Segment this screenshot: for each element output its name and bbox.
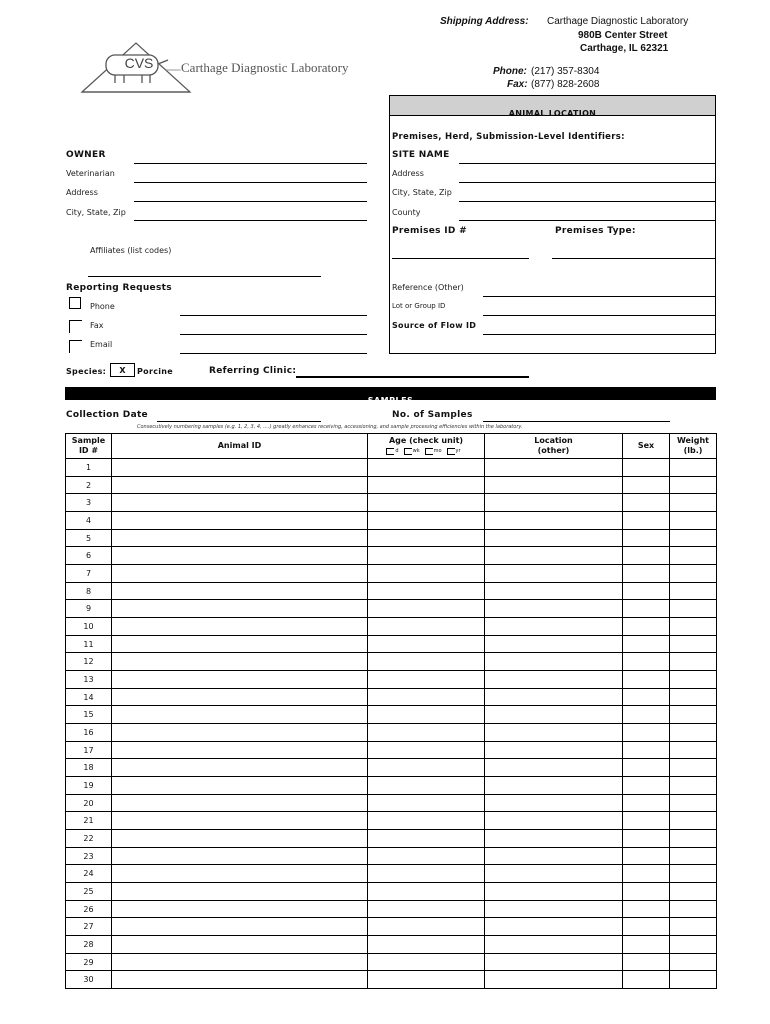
location-cell[interactable] [485,812,623,830]
sample-id-cell: 19 [66,777,112,795]
species-label: Species: [66,367,107,376]
location-cell[interactable] [485,830,623,848]
fax-input-2[interactable] [180,334,367,335]
sample-id-cell: 23 [66,847,112,865]
veterinarian-input[interactable] [134,182,367,183]
table-row [66,582,717,600]
table-row [66,847,717,865]
premises-type-input[interactable] [552,258,715,259]
sex-cell[interactable] [623,512,670,530]
sample-id-cell: 6 [66,547,112,565]
age-cell[interactable] [368,777,485,795]
collection-date-input[interactable] [157,421,321,422]
table-row [66,724,717,742]
age-cell[interactable] [368,547,485,565]
source-flow-label: Source of Flow ID [392,321,477,330]
age-cell[interactable] [368,618,485,636]
weight-cell[interactable] [670,794,717,812]
clinic-input[interactable] [296,376,529,378]
fax-checkbox[interactable] [69,320,82,333]
sample-id-cell: 4 [66,512,112,530]
no-samples-label: No. of Samples [392,410,473,420]
animal-id-cell[interactable] [112,759,368,777]
owner-city-input[interactable] [134,220,367,221]
fax-option-label: Fax [90,321,104,330]
sample-id-cell: 30 [66,971,112,989]
identifiers-label: Premises, Herd, Submission-Level Identifiers: [392,132,625,142]
location-cell[interactable] [485,476,623,494]
age-cell[interactable] [368,865,485,883]
sex-cell[interactable] [623,794,670,812]
col-age: Age (check unit) d wk mo yr [368,434,485,459]
location-cell[interactable] [485,706,623,724]
location-cell[interactable] [485,653,623,671]
sample-id-cell: 8 [66,582,112,600]
address-line-2: 980B Center Street [578,30,668,41]
sex-cell[interactable] [623,759,670,777]
table-row [66,635,717,653]
age-cell[interactable] [368,724,485,742]
weight-cell[interactable] [670,600,717,618]
owner-input[interactable] [134,163,367,164]
table-row [66,476,717,494]
col-animal-id: Animal ID [112,434,368,459]
sex-cell[interactable] [623,724,670,742]
animal-id-cell[interactable] [112,512,368,530]
samples-title: SAMPLES [367,396,414,405]
location-cell[interactable] [485,759,623,777]
sample-id-cell: 10 [66,618,112,636]
sample-id-cell: 26 [66,900,112,918]
sample-id-cell: 18 [66,759,112,777]
phone-value: (217) 357-8304 [531,66,600,77]
weight-cell[interactable] [670,900,717,918]
shipping-label: Shipping Address: [440,16,529,27]
weight-cell[interactable] [670,812,717,830]
table-row [66,512,717,530]
al-address-input[interactable] [459,182,715,183]
animal-id-cell[interactable] [112,847,368,865]
affiliates-label: Affiliates (list codes) [90,246,172,255]
table-row [66,741,717,759]
species-value: Porcine [137,367,174,376]
sample-id-cell: 5 [66,529,112,547]
sex-cell[interactable] [623,741,670,759]
fax-input[interactable] [180,315,367,316]
sample-id-cell: 16 [66,724,112,742]
weight-cell[interactable] [670,653,717,671]
samples-bar [65,387,716,405]
county-label: County [392,208,421,217]
weight-cell[interactable] [670,865,717,883]
county-input[interactable] [459,220,715,221]
sex-cell[interactable] [623,494,670,512]
table-row [66,777,717,795]
age-cell[interactable] [368,653,485,671]
sex-cell[interactable] [623,688,670,706]
sample-id-cell: 17 [66,741,112,759]
weight-cell[interactable] [670,618,717,636]
animal-id-cell[interactable] [112,883,368,901]
owner-city-label: City, State, Zip [66,208,126,217]
email-option-label: Email [90,340,113,349]
animal-id-cell[interactable] [112,688,368,706]
table-row [66,936,717,954]
age-cell[interactable] [368,582,485,600]
table-row [66,706,717,724]
weight-cell[interactable] [670,547,717,565]
animal-id-cell[interactable] [112,618,368,636]
location-cell[interactable] [485,865,623,883]
email-input[interactable] [180,353,367,354]
weight-cell[interactable] [670,635,717,653]
col-location: Location (other) [485,434,623,459]
sample-id-cell: 15 [66,706,112,724]
fax-value: (877) 828-2608 [531,79,600,90]
reporting-label: Reporting Requests [66,283,172,293]
sample-id-cell: 29 [66,953,112,971]
sample-id-cell: 22 [66,830,112,848]
sex-cell[interactable] [623,918,670,936]
sex-cell[interactable] [623,529,670,547]
age-unit-day-checkbox[interactable] [386,448,394,455]
sex-cell[interactable] [623,582,670,600]
sample-id-cell: 1 [66,459,112,477]
weight-cell[interactable] [670,671,717,689]
age-cell[interactable] [368,794,485,812]
owner-label: OWNER [66,150,106,160]
age-cell[interactable] [368,936,485,954]
animal-id-cell[interactable] [112,812,368,830]
location-cell[interactable] [485,494,623,512]
age-cell[interactable] [368,706,485,724]
animal-id-cell[interactable] [112,936,368,954]
weight-cell[interactable] [670,971,717,989]
location-cell[interactable] [485,883,623,901]
age-unit-year-checkbox[interactable] [447,448,455,455]
sample-id-cell: 13 [66,671,112,689]
premises-id-label: Premises ID # [392,226,467,236]
table-row [66,494,717,512]
table-row [66,830,717,848]
age-cell[interactable] [368,759,485,777]
table-row [66,529,717,547]
animal-id-cell[interactable] [112,565,368,583]
location-cell[interactable] [485,618,623,636]
logo-abbr: CVS [124,55,154,71]
age-cell[interactable] [368,971,485,989]
veterinarian-label: Veterinarian [66,169,115,178]
sex-cell[interactable] [623,600,670,618]
age-unit-week-checkbox[interactable] [404,448,412,455]
weight-cell[interactable] [670,759,717,777]
weight-cell[interactable] [670,724,717,742]
weight-cell[interactable] [670,494,717,512]
animal-id-cell[interactable] [112,635,368,653]
location-cell[interactable] [485,953,623,971]
clinic-label: Referring Clinic: [209,366,297,376]
weight-cell[interactable] [670,582,717,600]
animal-id-cell[interactable] [112,459,368,477]
age-cell[interactable] [368,953,485,971]
age-unit-month-checkbox[interactable] [425,448,433,455]
weight-cell[interactable] [670,830,717,848]
premises-id-input[interactable] [392,258,529,259]
location-cell[interactable] [485,600,623,618]
weight-cell[interactable] [670,777,717,795]
sample-id-cell: 25 [66,883,112,901]
sample-id-cell: 24 [66,865,112,883]
site-name-label: SITE NAME [392,150,450,160]
sample-id-cell: 9 [66,600,112,618]
table-row [66,794,717,812]
al-city-label: City, State, Zip [392,188,452,197]
weight-cell[interactable] [670,883,717,901]
table-row [66,565,717,583]
sample-id-cell: 21 [66,812,112,830]
numbering-note: Consecutively numbering samples (e.g. 1, 2, 3, 4, ....) greatly enhances receiving, accessioning, and sample processing efficiencies within the laboratory. [137,424,523,430]
age-cell[interactable] [368,918,485,936]
table-row [66,971,717,989]
table-row [66,671,717,689]
site-name-input[interactable] [459,163,715,164]
animal-location-title: ANIMAL LOCATION [508,109,597,118]
age-cell[interactable] [368,512,485,530]
phone-checkbox[interactable] [69,297,81,309]
age-cell[interactable] [368,494,485,512]
age-cell[interactable] [368,459,485,477]
phone-option-label: Phone [90,302,115,311]
animal-location-header [389,95,716,116]
sex-cell[interactable] [623,565,670,583]
location-cell[interactable] [485,671,623,689]
age-cell[interactable] [368,600,485,618]
weight-cell[interactable] [670,741,717,759]
sample-id-cell: 14 [66,688,112,706]
animal-id-cell[interactable] [112,476,368,494]
age-cell[interactable] [368,830,485,848]
sex-cell[interactable] [623,883,670,901]
sex-cell[interactable] [623,547,670,565]
col-sample-id: Sample ID # [66,434,112,459]
sample-id-cell: 3 [66,494,112,512]
weight-cell[interactable] [670,847,717,865]
animal-id-cell[interactable] [112,724,368,742]
sample-id-cell: 12 [66,653,112,671]
animal-id-cell[interactable] [112,529,368,547]
location-cell[interactable] [485,794,623,812]
sex-cell[interactable] [623,635,670,653]
weight-cell[interactable] [670,476,717,494]
table-row [66,653,717,671]
location-cell[interactable] [485,529,623,547]
weight-cell[interactable] [670,459,717,477]
location-cell[interactable] [485,918,623,936]
location-cell[interactable] [485,936,623,954]
weight-cell[interactable] [670,936,717,954]
sample-id-cell: 2 [66,476,112,494]
age-cell[interactable] [368,883,485,901]
reference-label: Reference (Other) [392,283,464,292]
age-cell[interactable] [368,565,485,583]
sex-cell[interactable] [623,936,670,954]
weight-cell[interactable] [670,953,717,971]
table-row [66,600,717,618]
owner-address-label: Address [66,188,98,197]
table-row [66,459,717,477]
sex-cell[interactable] [623,618,670,636]
table-row [66,688,717,706]
sample-id-cell: 7 [66,565,112,583]
sex-cell[interactable] [623,971,670,989]
sex-cell[interactable] [623,653,670,671]
reference-input[interactable] [483,296,715,297]
table-row [66,618,717,636]
location-cell[interactable] [485,688,623,706]
age-cell[interactable] [368,529,485,547]
location-cell[interactable] [485,512,623,530]
age-cell[interactable] [368,476,485,494]
animal-id-cell[interactable] [112,794,368,812]
logo-name: Carthage Diagnostic Laboratory [181,60,353,76]
samples-table [65,433,717,989]
animal-id-cell[interactable] [112,777,368,795]
lot-group-input[interactable] [483,315,715,316]
table-row [66,883,717,901]
animal-id-cell[interactable] [112,900,368,918]
sex-cell[interactable] [623,812,670,830]
owner-address-input[interactable] [134,201,367,202]
email-checkbox[interactable] [69,340,82,353]
weight-cell[interactable] [670,688,717,706]
age-cell[interactable] [368,847,485,865]
collection-date-label: Collection Date [66,410,148,420]
location-cell[interactable] [485,900,623,918]
age-cell[interactable] [368,688,485,706]
phone-label: Phone: [493,66,527,77]
weight-cell[interactable] [670,529,717,547]
sex-cell[interactable] [623,777,670,795]
location-cell[interactable] [485,777,623,795]
age-cell[interactable] [368,635,485,653]
animal-id-cell[interactable] [112,741,368,759]
fax-label: Fax: [507,79,528,90]
location-cell[interactable] [485,459,623,477]
location-cell[interactable] [485,724,623,742]
animal-id-cell[interactable] [112,653,368,671]
logo [80,40,390,94]
location-cell[interactable] [485,971,623,989]
table-row [66,953,717,971]
sample-id-cell: 28 [66,936,112,954]
sex-cell[interactable] [623,900,670,918]
weight-cell[interactable] [670,918,717,936]
no-samples-input[interactable] [483,421,670,422]
location-cell[interactable] [485,565,623,583]
sample-id-cell: 11 [66,635,112,653]
sample-id-cell: 27 [66,918,112,936]
species-check-mark: X [119,366,126,375]
affiliates-input[interactable] [88,276,321,277]
location-cell[interactable] [485,741,623,759]
sex-cell[interactable] [623,865,670,883]
animal-id-cell[interactable] [112,865,368,883]
sex-cell[interactable] [623,847,670,865]
sex-cell[interactable] [623,830,670,848]
animal-id-cell[interactable] [112,494,368,512]
sex-cell[interactable] [623,671,670,689]
species-checkbox[interactable] [110,363,135,377]
sex-cell[interactable] [623,706,670,724]
age-cell[interactable] [368,900,485,918]
animal-id-cell[interactable] [112,600,368,618]
age-cell[interactable] [368,812,485,830]
animal-id-cell[interactable] [112,971,368,989]
weight-cell[interactable] [670,512,717,530]
location-cell[interactable] [485,847,623,865]
table-row [66,759,717,777]
al-address-label: Address [392,169,424,178]
table-row [66,918,717,936]
source-flow-input[interactable] [483,334,715,335]
animal-id-cell[interactable] [112,830,368,848]
samples-header-row [66,434,717,459]
sex-cell[interactable] [623,476,670,494]
location-cell[interactable] [485,582,623,600]
location-cell[interactable] [485,547,623,565]
sex-cell[interactable] [623,459,670,477]
weight-cell[interactable] [670,565,717,583]
animal-id-cell[interactable] [112,706,368,724]
weight-cell[interactable] [670,706,717,724]
age-cell[interactable] [368,741,485,759]
sample-id-cell: 20 [66,794,112,812]
location-cell[interactable] [485,635,623,653]
col-sex: Sex [623,434,670,459]
animal-id-cell[interactable] [112,918,368,936]
address-line-3: Carthage, IL 62321 [580,43,669,54]
animal-id-cell[interactable] [112,953,368,971]
premises-type-label: Premises Type: [555,226,636,236]
address-line-1: Carthage Diagnostic Laboratory [547,16,689,27]
col-weight: Weight (lb.) [670,434,717,459]
animal-id-cell[interactable] [112,671,368,689]
table-row [66,547,717,565]
sex-cell[interactable] [623,953,670,971]
animal-id-cell[interactable] [112,582,368,600]
table-row [66,900,717,918]
animal-id-cell[interactable] [112,547,368,565]
al-city-input[interactable] [459,201,715,202]
table-row [66,812,717,830]
table-row [66,865,717,883]
lot-group-label: Lot or Group ID [392,302,446,310]
age-cell[interactable] [368,671,485,689]
